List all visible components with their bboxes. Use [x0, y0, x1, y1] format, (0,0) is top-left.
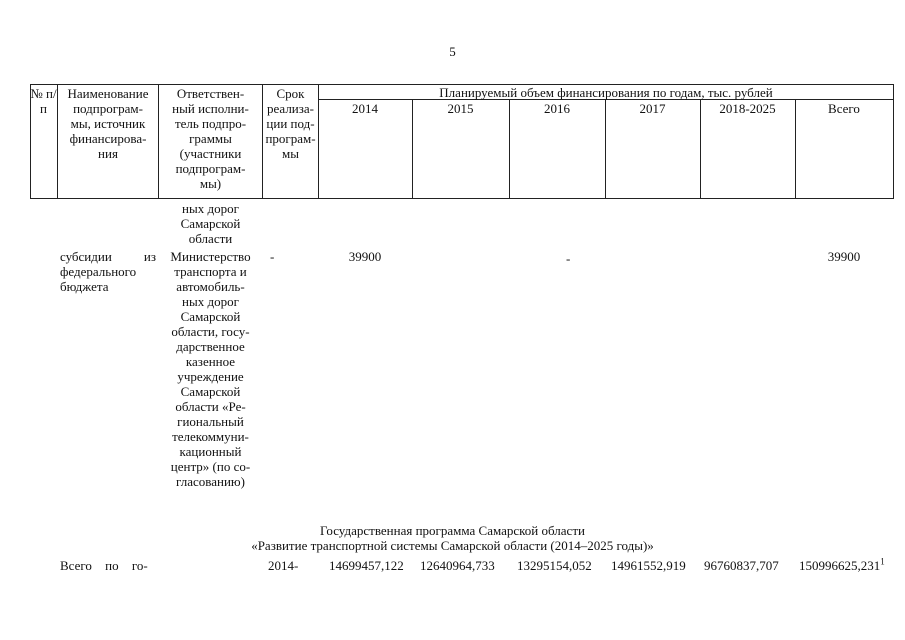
header-term: Срок реализа- ции под- програм- мы	[265, 86, 316, 161]
header-num: № п/п	[30, 86, 57, 116]
header-name: Наименование подпрограм- мы, источник финансирова- ния	[67, 86, 149, 161]
total-term: 2014-	[268, 558, 299, 573]
subsidy-source: субсидии из федерального бюджета	[60, 249, 156, 294]
page-number: 5	[449, 44, 456, 59]
header-year-2014: 2014	[352, 101, 378, 116]
header-responsible: Ответствен- ный исполни- тель подпро- граммы (участники подпрограм- мы)	[172, 86, 249, 191]
subsidy-term: -	[270, 249, 275, 264]
program-title: Государственная программа Самарской области «Развитие транспортной системы Самарской области (2014–2025 годы)»	[251, 523, 654, 553]
header-planned-financing: Планируемый объем финансирования по годам, тыс. рублей	[439, 85, 773, 100]
total-2017: 14961552,919	[611, 558, 686, 573]
subsidy-responsible: Министерство транспорта и автомобиль- ных дорог Самарской области, госу- дарственное казенное учреждение Самарской области «Ре- гиональный телекоммуни- кационный центр» (по со- гласованию)	[170, 249, 251, 489]
continued-responsible: ных дорог Самарской области	[180, 201, 241, 246]
footnote-marker: 1	[880, 556, 885, 567]
subsidy-total: 39900	[827, 249, 861, 264]
total-2014: 14699457,122	[329, 558, 404, 573]
subsidy-2014: 39900	[348, 249, 382, 264]
header-year-2018-2025: 2018-2025	[719, 101, 776, 116]
header-total: Всего	[828, 101, 860, 116]
total-2016: 13295154,052	[517, 558, 592, 573]
header-year-2016: 2016	[544, 101, 570, 116]
total-label: Всего по го-	[60, 558, 148, 573]
total-2018-2025: 96760837,707	[704, 558, 779, 573]
header-year-2017: 2017	[639, 101, 666, 116]
total-all: 150996625,231$^1$	[799, 556, 885, 573]
total-2015: 12640964,733	[420, 558, 495, 573]
header-year-2015: 2015	[447, 101, 474, 116]
subsidy-2016: -	[566, 251, 571, 266]
